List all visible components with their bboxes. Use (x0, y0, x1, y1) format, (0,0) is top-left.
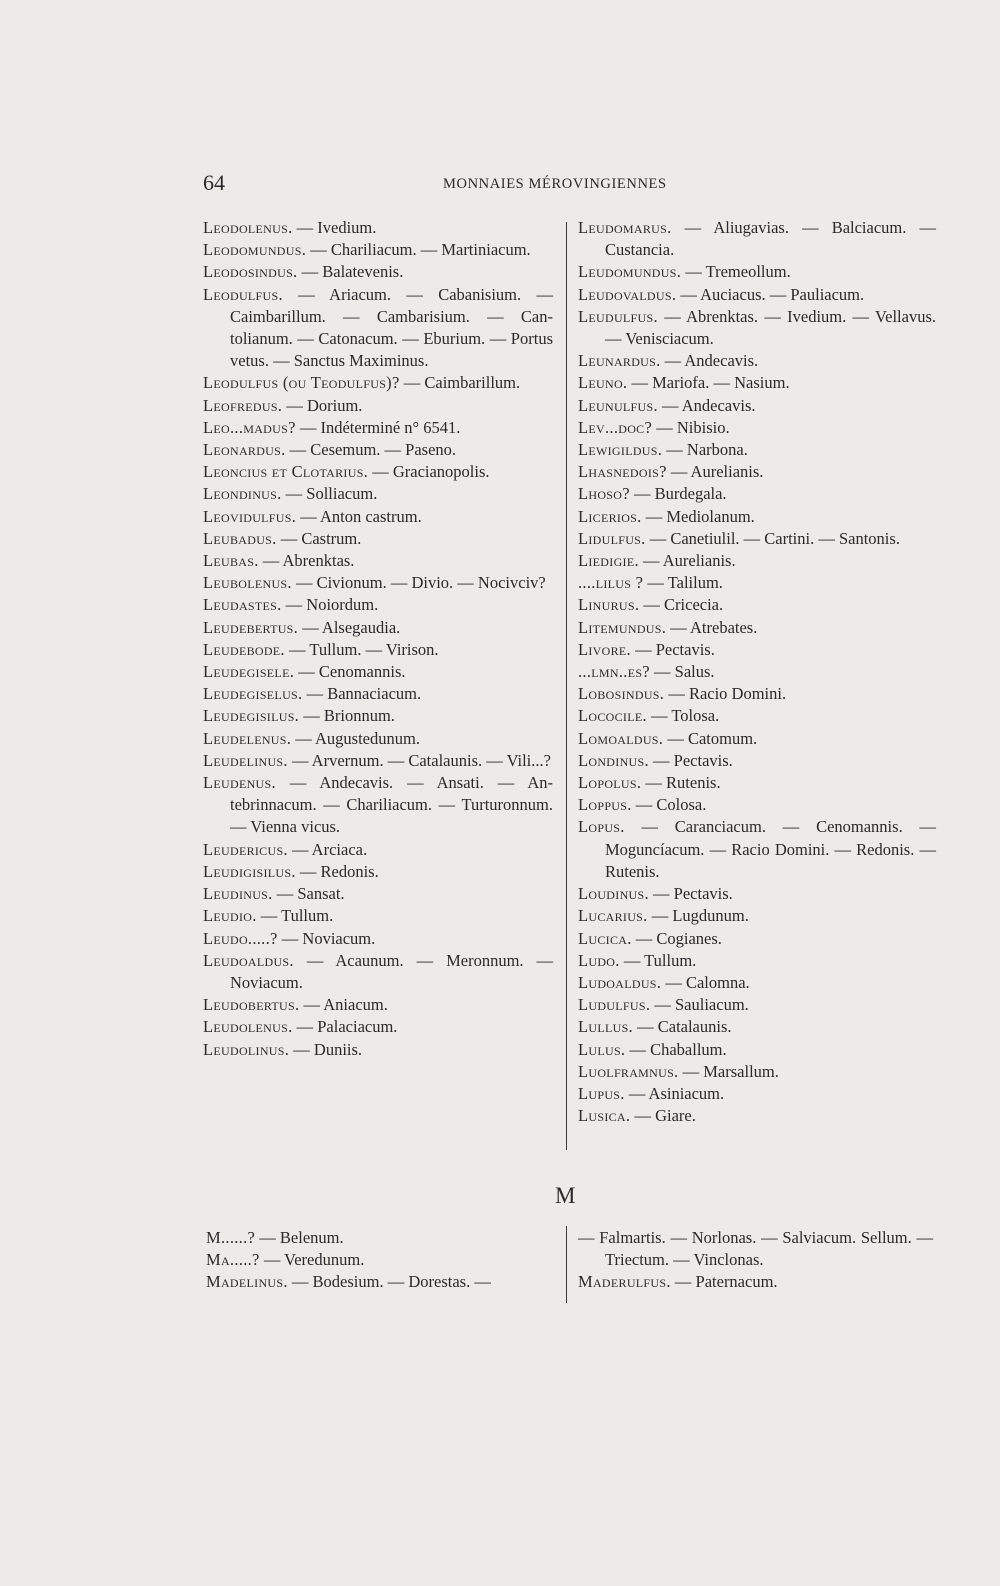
moneyer-name: Leudovaldus. (578, 284, 677, 304)
index-entry (578, 261, 936, 283)
mint-places: — Mariofa. — Nasium. (627, 373, 790, 393)
mint-places: — Civionum. — Divio. — Nocivciv? (291, 573, 546, 593)
index-entry (203, 372, 553, 394)
index-entry (578, 372, 936, 394)
moneyer-name: M......? (206, 1228, 256, 1247)
moneyer-name: Lopus. (578, 817, 625, 837)
mint-places: — Cogianes. (631, 928, 722, 948)
index-entry (203, 550, 553, 572)
mint-places: — Veredunum. (259, 1250, 365, 1270)
moneyer-name: Leunulfus. (578, 395, 658, 415)
index-entry (203, 617, 553, 639)
mint-places: — Falmartis. — Norlonas. — Salviacum. Sellum. — Triectum. — Vinclonas. (578, 1228, 933, 1270)
moneyer-name: Leodulfus. (203, 284, 283, 304)
index-entry (578, 306, 936, 350)
index-entry (578, 461, 936, 483)
moneyer-name: ....lilus ? (578, 573, 644, 593)
mint-places: — Tullum. — Virison. (284, 639, 439, 659)
index-entry (578, 1039, 936, 1061)
moneyer-name: Leudegisilus. (203, 706, 300, 726)
moneyer-name: Lhoso? (578, 484, 630, 504)
index-entry (203, 1016, 553, 1038)
mint-places: — Marsallum. (678, 1061, 779, 1081)
moneyer-name: Leubas. (203, 551, 259, 571)
mint-places: — Noiordum. (281, 595, 379, 615)
moneyer-name: Linurus. (578, 595, 640, 615)
mint-places: — Pectavis. (648, 884, 733, 904)
mint-places: — Tolosa. (646, 706, 720, 726)
column-divider-m (566, 1226, 567, 1303)
index-entry (578, 1083, 936, 1105)
moneyer-name: Leubolenus. (203, 573, 292, 593)
index-entry (578, 1227, 933, 1271)
mint-places: — Mediolanum. (641, 506, 755, 526)
page-number: 64 (203, 170, 225, 195)
mint-places: — Narbona. (662, 440, 748, 460)
moneyer-name: Leudomundus. (578, 262, 682, 282)
right-column (578, 217, 936, 1127)
index-entry (578, 705, 936, 727)
index-entry (578, 284, 936, 306)
mint-places: — Redonis. (295, 861, 379, 881)
mint-places: — Aliugavias. — Balciacum. — Custancia. (605, 218, 936, 260)
mint-places: — Caranciacum. — Cenomannis. — Moguncíacum. — Racio Domini. — Redonis. — Rutenis. (605, 817, 936, 881)
moneyer-name: Lococile. (578, 706, 647, 726)
mint-places: — Ivedium. (292, 218, 377, 237)
moneyer-name: Lullus. (578, 1017, 633, 1037)
moneyer-name: Loppus. (578, 795, 632, 815)
mint-places: — Andecavis. (657, 395, 756, 415)
index-entry (578, 905, 936, 927)
mint-places: — Aurelianis. (638, 551, 736, 571)
moneyer-name: Ludo. (578, 950, 620, 970)
index-entry (578, 572, 936, 594)
index-entry (578, 661, 936, 683)
section-letter: M (555, 1183, 576, 1208)
column-divider (566, 222, 567, 1150)
moneyer-name: Lucica. (578, 928, 632, 948)
index-entry (203, 395, 553, 417)
moneyer-name: Lucarius. (578, 906, 648, 926)
moneyer-name: Leofredus. (203, 395, 283, 415)
index-entry (203, 594, 553, 616)
mint-places: — Belenum. (255, 1228, 344, 1247)
index-entry (578, 350, 936, 372)
moneyer-name: Leuno. (578, 373, 628, 393)
index-entry (203, 506, 553, 528)
m-left-column (206, 1227, 554, 1294)
mint-places: — Sauliacum. (650, 995, 749, 1015)
moneyer-name: Leudebertus. (203, 617, 299, 637)
moneyer-name: Leudelenus. (203, 728, 292, 748)
index-entry (578, 528, 936, 550)
mint-places: — Balatevenis. (297, 262, 404, 282)
moneyer-name: Leudo.....? (203, 928, 278, 948)
moneyer-name: Litemundus. (578, 617, 667, 637)
moneyer-name: Liedigie. (578, 551, 639, 571)
index-entry (578, 794, 936, 816)
mint-places: — Tullum. (619, 950, 697, 970)
index-entry (578, 728, 936, 750)
mint-places: — Palaciacum. (292, 1017, 398, 1037)
mint-places: — Cenomannis. (294, 662, 406, 682)
moneyer-name: Leudio. (203, 906, 257, 926)
moneyer-name: Leubadus. (203, 528, 277, 548)
moneyer-name: Lulus. (578, 1039, 626, 1059)
moneyer-name: Lewigildus. (578, 440, 663, 460)
mint-places: — Talilum. (643, 573, 723, 593)
moneyer-name: Luolframnus. (578, 1061, 679, 1081)
mint-places: — Acaunum. — Meronnum. — Noviacum. (230, 950, 553, 992)
mint-places: — Catomum. (663, 728, 758, 748)
index-entry (203, 772, 553, 839)
index-entry (578, 750, 936, 772)
index-entry (203, 528, 553, 550)
index-entry (578, 417, 936, 439)
mint-places: — Arciaca. (287, 839, 368, 859)
mint-places: — Andecavis. (660, 351, 759, 371)
index-entry (203, 439, 553, 461)
moneyer-name: Loudinus. (578, 884, 649, 904)
mint-places: — Chariliacum. — Martiniacum. (306, 240, 531, 260)
mint-places: — Atrebates. (666, 617, 758, 637)
moneyer-name: Leudegisele. (203, 662, 295, 682)
moneyer-name: Leudastes. (203, 595, 282, 615)
moneyer-name: Leudinus. (203, 884, 273, 904)
index-entry (578, 972, 936, 994)
moneyer-name: Leodosindus. (203, 262, 298, 282)
moneyer-name: Maderulfus. (578, 1272, 671, 1292)
mint-places: — Pectavis. (648, 750, 733, 770)
moneyer-name: Ma.....? (206, 1250, 260, 1270)
moneyer-name: Londinus. (578, 750, 649, 770)
moneyer-name: Madelinus. (206, 1272, 288, 1292)
index-entry (578, 639, 936, 661)
mint-places: — Aurelianis. (666, 462, 764, 482)
index-entry (578, 594, 936, 616)
index-entry (578, 617, 936, 639)
index-entry (203, 1039, 553, 1061)
index-entry (578, 1105, 936, 1127)
mint-places: — Aniacum. (299, 995, 388, 1015)
index-entry (203, 928, 553, 950)
mint-places: — Asiniacum. (624, 1083, 725, 1103)
mint-places: — Racio Domini. (664, 684, 787, 704)
mint-places: — Brionnum. (299, 706, 395, 726)
mint-places: — Bodesium. — Dorestas. — (287, 1272, 491, 1292)
index-entry (578, 816, 936, 883)
mint-places: — Duniis. (289, 1039, 363, 1059)
mint-places: — Lugdunum. (647, 906, 749, 926)
mint-places: — Alsegaudia. (298, 617, 401, 637)
mint-places: — Abrenktas. (258, 551, 355, 571)
left-column (203, 217, 553, 1061)
mint-places: — Gracianopolis. (368, 462, 490, 482)
index-entry (203, 728, 553, 750)
mint-places: — Catalaunis. (632, 1017, 732, 1037)
index-entry (578, 1016, 936, 1038)
index-entry (203, 461, 553, 483)
moneyer-name: Leudigisilus. (203, 861, 296, 881)
mint-places: — Caimbarillum. (399, 373, 521, 393)
moneyer-name: Lhasnedois? (578, 462, 667, 482)
mint-places: — Salus. (649, 662, 715, 682)
mint-places: — Sansat. (272, 884, 345, 904)
index-entry (203, 883, 553, 905)
moneyer-name: Lobosindus. (578, 684, 665, 704)
moneyer-name: Leodulfus (ou Teodulfus)? (203, 373, 400, 393)
index-entry (203, 661, 553, 683)
mint-places: — Paternacum. (670, 1272, 778, 1292)
mint-places: — Castrum. (276, 528, 362, 548)
moneyer-name: Leudolenus. (203, 1017, 293, 1037)
mint-places: — Tremeollum. (681, 262, 791, 282)
moneyer-name: Leudolinus. (203, 1039, 290, 1059)
moneyer-name: Leovidulfus. (203, 506, 297, 526)
index-entry (203, 750, 553, 772)
moneyer-name: Lusica. (578, 1106, 631, 1126)
moneyer-name: Leudomarus. (578, 218, 672, 237)
moneyer-name: Livore. (578, 639, 631, 659)
index-entry (578, 683, 936, 705)
mint-places: — Calomna. (661, 972, 750, 992)
moneyer-name: Lupus. (578, 1083, 625, 1103)
mint-places: — Bannaciacum. (302, 684, 422, 704)
mint-places: — Solliacum. (281, 484, 378, 504)
index-entry (578, 883, 936, 905)
mint-places: — Augustedunum. (291, 728, 420, 748)
mint-places: — Anton castrum. (296, 506, 422, 526)
page-header (203, 170, 933, 200)
mint-places: — Andecavis. — Ansati. — Antebrinnacum. — Chariliacum. — Turturonnum. — Vienna vicus. (230, 773, 553, 837)
mint-places: — Nibisio. (652, 417, 730, 437)
mint-places: — Indéterminé n° 6541. (295, 417, 461, 437)
moneyer-name: Leudenus. (203, 773, 276, 793)
moneyer-name: Leodolenus. (203, 218, 293, 237)
index-entry (578, 772, 936, 794)
moneyer-name: Ludulfus. (578, 995, 651, 1015)
moneyer-name: Licerios. (578, 506, 642, 526)
index-entry (578, 994, 936, 1016)
moneyer-name: Leudelinus. (203, 750, 288, 770)
index-entry (578, 1271, 933, 1293)
mint-places: — Ariacum. — Cabanisium. — Caimbarillum. — Cambarisium. — Cantolianum. — Catonacum. — Eburium. — Portus vetus. — Sanctus Maximinus. (230, 284, 553, 371)
index-entry (203, 417, 553, 439)
index-entry (578, 483, 936, 505)
moneyer-name: Lev...doc? (578, 417, 653, 437)
index-entry (203, 994, 553, 1016)
index-entry (203, 950, 553, 994)
moneyer-name: Leunardus. (578, 351, 661, 371)
mint-places: — Cesemum. — Paseno. (285, 440, 457, 460)
moneyer-name: Leudegiselus. (203, 684, 303, 704)
moneyer-name: Leudericus. (203, 839, 288, 859)
mint-places: — Auciacus. — Pauliacum. (676, 284, 865, 304)
moneyer-name: Leonardus. (203, 440, 286, 460)
index-entry (203, 483, 553, 505)
mint-places: — Chaballum. (625, 1039, 727, 1059)
moneyer-name: Lidulfus. (578, 528, 646, 548)
mint-places: — Rutenis. (641, 773, 721, 793)
mint-places: — Colosa. (631, 795, 707, 815)
index-entry (206, 1271, 554, 1293)
index-entry (203, 239, 553, 261)
moneyer-name: ...lmn..es? (578, 662, 650, 682)
index-entry (578, 928, 936, 950)
mint-places: — Canetiulil. — Cartini. — Santonis. (645, 528, 900, 548)
index-entry (578, 217, 936, 261)
moneyer-name: Leodomundus. (203, 240, 307, 260)
running-title: MONNAIES MÉROVINGIENNES (443, 176, 667, 192)
index-entry (203, 284, 553, 373)
moneyer-name: Lopolus. (578, 773, 642, 793)
index-entry (206, 1227, 554, 1249)
mint-places: — Arvernum. — Catalaunis. — Vili...? (287, 750, 551, 770)
index-entry (203, 639, 553, 661)
mint-places: — Giare. (630, 1106, 696, 1126)
moneyer-name: Leoncius et Clotarius. (203, 462, 369, 482)
moneyer-name: Leudoaldus. (203, 950, 294, 970)
mint-places: — Abrenktas. — Ivedium. — Vellavus. — Venisciacum. (605, 306, 936, 349)
moneyer-name: Ludoaldus. (578, 972, 662, 992)
index-entry (203, 572, 553, 594)
index-entry (203, 839, 553, 861)
mint-places: — Dorium. (282, 395, 363, 415)
index-entry (203, 705, 553, 727)
index-entry (203, 683, 553, 705)
moneyer-name: Lomoaldus. (578, 728, 664, 748)
moneyer-name: Leondinus. (203, 484, 282, 504)
index-entry (206, 1249, 554, 1271)
index-entry (578, 506, 936, 528)
index-entry (578, 1061, 936, 1083)
index-entry (203, 261, 553, 283)
index-entry (578, 950, 936, 972)
index-entry (578, 395, 936, 417)
index-entry (578, 439, 936, 461)
mint-places: — Burdegala. (629, 484, 727, 504)
mint-places: — Tullum. (256, 906, 334, 926)
index-entry (203, 861, 553, 883)
mint-places: — Pectavis. (630, 639, 715, 659)
moneyer-name: Leo...madus? (203, 417, 296, 437)
mint-places: — Noviacum. (277, 928, 376, 948)
mint-places: — Cricecia. (639, 595, 724, 615)
m-right-column (578, 1227, 933, 1294)
index-entry (203, 217, 553, 239)
moneyer-name: Leudebode. (203, 639, 285, 659)
index-entry (578, 550, 936, 572)
index-entry (203, 905, 553, 927)
moneyer-name: Leudobertus. (203, 995, 300, 1015)
moneyer-name: Leudulfus. (578, 306, 658, 326)
